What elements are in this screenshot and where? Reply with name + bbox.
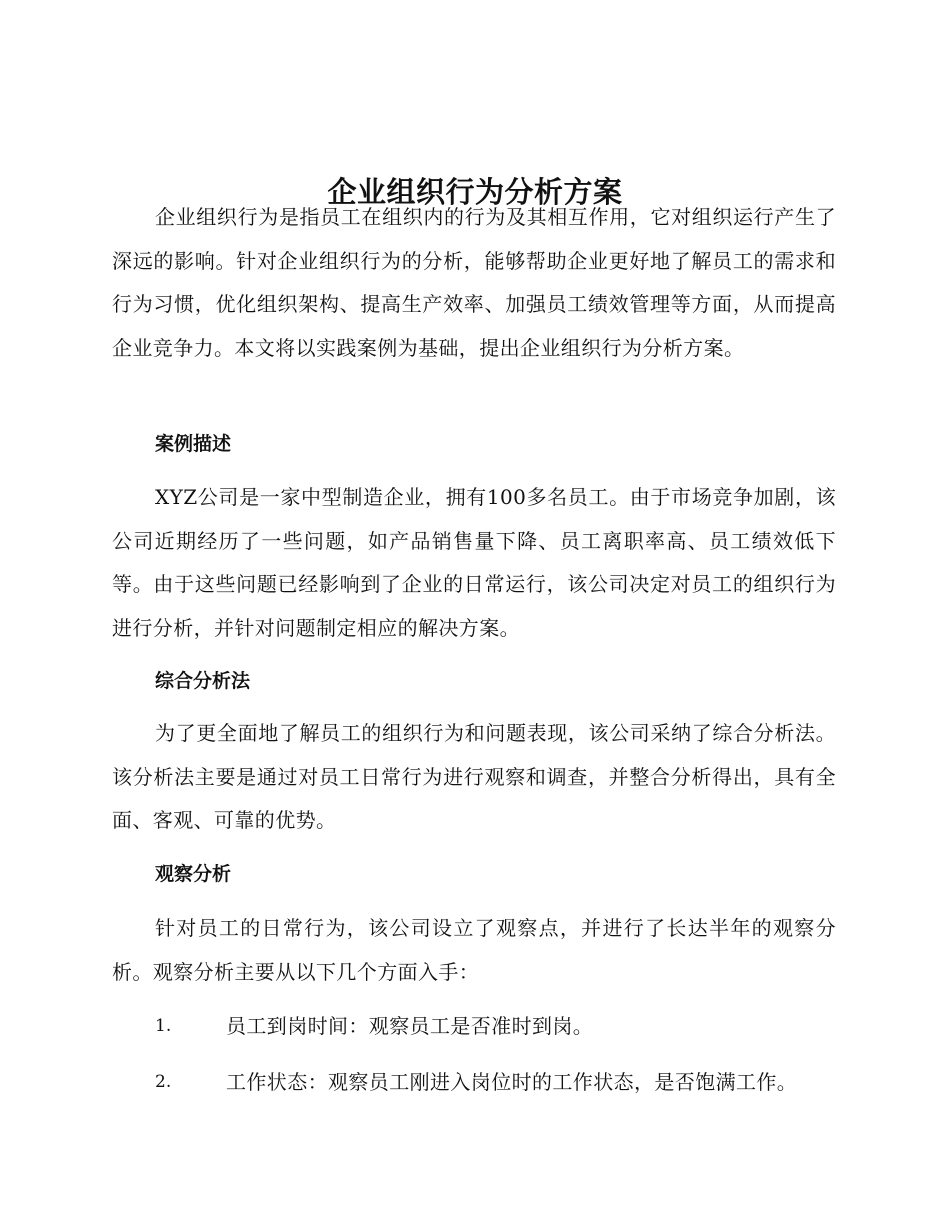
section-heading-case-description: 案例描述 xyxy=(155,433,232,455)
section-body-observation-analysis: 针对员工的日常行为，该公司设立了观察点，并进行了长达半年的观察分析。观察分析主要从以下几个方面入手： xyxy=(112,916,836,984)
list-item-number: 1. xyxy=(155,1016,172,1036)
list-item-text: 工作状态：观察员工刚进入岗位时的工作状态，是否饱满工作。 xyxy=(226,1070,798,1094)
list-item-text: 员工到岗时间：观察员工是否准时到岗。 xyxy=(226,1014,594,1038)
document-title: 企业组织行为分析方案 xyxy=(327,175,623,210)
section-heading-comprehensive-analysis: 综合分析法 xyxy=(155,670,251,692)
section-body-comprehensive-analysis: 为了更全面地了解员工的组织行为和问题表现，该公司采纳了综合分析法。该分析法主要是通过对员工日常行为进行观察和调查，并整合分析得出，具有全面、客观、可靠的优势。 xyxy=(112,721,836,832)
intro-paragraph: 企业组织行为是指员工在组织内的行为及其相互作用，它对组织运行产生了深远的影响。针对企业组织行为的分析，能够帮助企业更好地了解员工的需求和行为习惯，优化组织架构、提高生产效率、加强员工绩效管理等方面，从而提高企业竞争力。本文将以实践案例为基础，提出企业组织行为分析方案。 xyxy=(112,205,836,360)
section-heading-observation-analysis: 观察分析 xyxy=(155,863,232,885)
section-body-case-description: XYZ公司是一家中型制造企业，拥有100多名员工。由于市场竞争加剧，该公司近期经历了一些问题，如产品销售量下降、员工离职率高、员工绩效低下等。由于这些问题已经影响到了企业的日常运行，该公司决定对员工的组织行为进行分析，并针对问题制定相应的解决方案。 xyxy=(112,485,836,640)
list-item-number: 2. xyxy=(155,1072,172,1092)
